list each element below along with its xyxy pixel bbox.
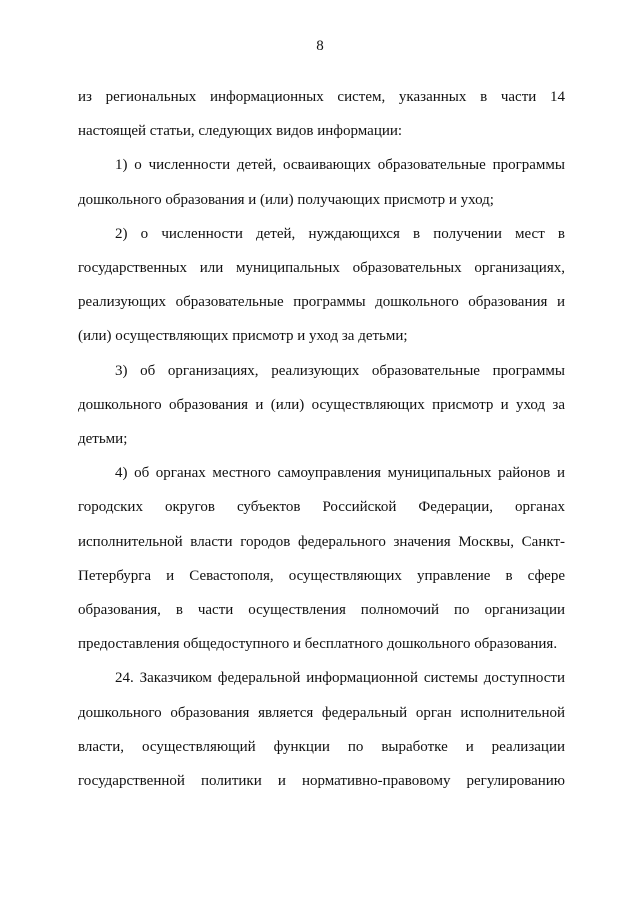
page-number: 8	[316, 38, 324, 54]
list-item-1: 1) о численности детей, осваивающих образовательные программы дошкольного образования и (или) получающих присмотр и уход;	[78, 157, 565, 208]
list-item-2: 2) о численности детей, нуждающихся в получении мест в государственных или муниципальных образовательных организациях, реализующих образовательные программы дошкольного образования и (или) осуществляющих присмотр и уход за детьми;	[78, 225, 565, 345]
document-body	[78, 80, 565, 798]
paragraph-continuation: из региональных информационных систем, указанных в части 14 настоящей статьи, следующих видов информации:	[78, 89, 565, 140]
list-item-4: 4) об органах местного самоуправления муниципальных районов и городских округов субъектов Российской Федерации, органах исполнительной власти городов федерального значения Москвы, Санкт-Петербурга и Севастополя, осуществляющих управление в сфере образования, в части осуществления полномочий по организации предоставления общедоступного и бесплатного дошкольного образования.	[78, 465, 565, 653]
paragraph-24: 24. Заказчиком федеральной информационной системы доступности дошкольного образования является федеральный орган исполнительной власти, осуществляющий функции по выработке и реализации государственной политики и нормативно-правовому регулированию	[78, 670, 565, 790]
list-item-3: 3) об организациях, реализующих образовательные программы дошкольного образования и (или) осуществляющих присмотр и уход за детьми;	[78, 362, 565, 448]
